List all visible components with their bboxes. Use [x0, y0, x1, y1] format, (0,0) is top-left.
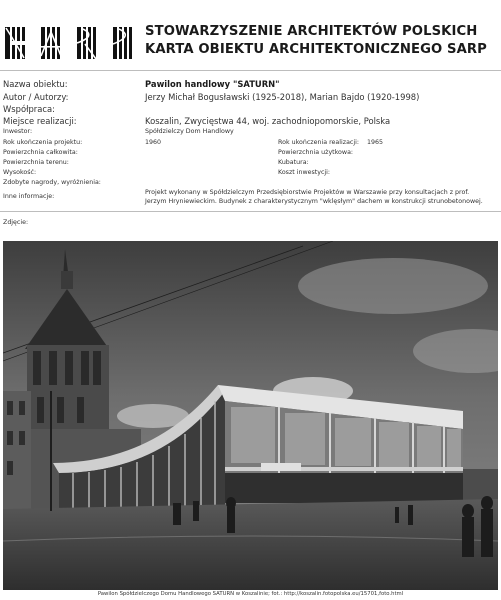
detail-label-realization-year: Rok ukończenia realizacji:: [278, 139, 360, 146]
organization-title: [145, 23, 487, 59]
detail-label-site-area: Powierzchnia terenu:: [3, 159, 69, 166]
other-info-text: Projekt wykonany w Spółdzielczym Przedsiębiorstwie Projektów w Warszawie przy konsultacjach z prof. Jerzym Hryniewieckim. Budynek z charakterystycznym "wklęsłym" dachem w konstrukcji strunobetonowej.: [145, 189, 483, 205]
detail-value-project-year: 1960: [145, 139, 162, 146]
detail-label-cubature: Kubatura:: [278, 159, 309, 166]
investor-label: Inwestor:: [3, 128, 33, 135]
field-value-location: Koszalin, Zwycięstwa 44, woj. zachodniopomorskie, Polska: [145, 116, 391, 126]
detail-value-realization-year: 1965: [367, 139, 384, 146]
building-photograph: [3, 241, 498, 590]
investor-value: Spółdzielczy Dom Handlowy: [145, 128, 234, 135]
detail-label-height: Wysokość:: [3, 169, 37, 176]
field-label-cooperation: Współpraca:: [3, 104, 55, 114]
sarp-logo: [5, 26, 133, 60]
detail-label-total-area: Powierzchnia całkowita:: [3, 149, 78, 156]
detail-label-project-year: Rok ukończenia projektu:: [3, 139, 83, 146]
field-value-name: Pawilon handlowy "SATURN": [145, 79, 280, 89]
photo-label: Zdjęcie:: [3, 219, 29, 226]
info-divider: [0, 211, 501, 212]
field-label-authors: Autor / Autorzy:: [3, 92, 69, 102]
other-info-label: Inne informacje:: [3, 193, 55, 200]
field-label-name: Nazwa obiektu:: [3, 79, 68, 89]
photo-caption: Pawilon Spółdzielczego Domu Handlowego SATURN w Koszalinie; fot.: http://koszalin.fotopolska.eu/15701,foto.html: [97, 591, 404, 597]
header-divider: [0, 70, 501, 71]
document-header: [0, 0, 501, 64]
org-title-line1: STOWARZYSZENIE ARCHITEKTÓW POLSKICH: [145, 24, 478, 39]
detail-label-investment-cost: Koszt inwestycji:: [278, 169, 331, 176]
org-title-line2: KARTA OBIEKTU ARCHITEKTONICZNEGO SARP: [145, 42, 487, 57]
detail-label-usable-area: Powierzchnia użytkowa:: [278, 149, 354, 156]
awards-label: Zdobyte nagrody, wyróżnienia:: [3, 179, 101, 186]
field-value-authors: Jerzy Michał Bogusławski (1925-2018), Marian Bajdo (1920-1998): [145, 92, 420, 102]
field-label-location: Miejsce realizacji:: [3, 116, 77, 126]
